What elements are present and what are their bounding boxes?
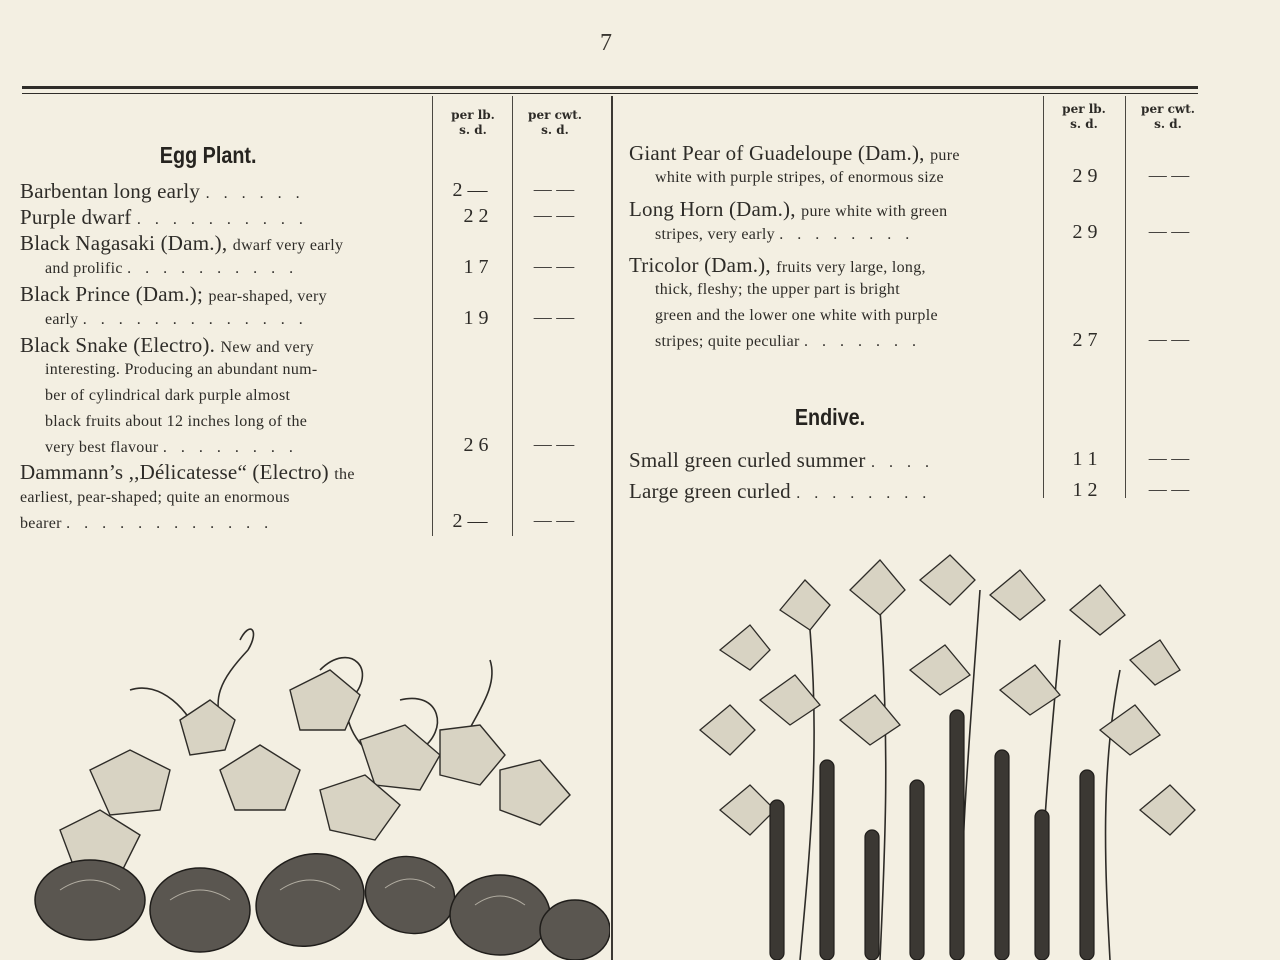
item-name: Purple dwarf (20, 205, 132, 229)
item-name: Long Horn (Dam.), (629, 197, 796, 221)
item-description-cont (20, 515, 273, 533)
left-lb-rule (432, 96, 433, 536)
item-description-cont (45, 439, 298, 457)
item-description-cont (655, 226, 914, 244)
item-description-line: stripes, very early (655, 226, 775, 243)
right-col-head-lb (1047, 102, 1121, 132)
item-description-line: earliest, pear-shaped; quite an enormous (20, 489, 290, 506)
leader-dots: . . . . . . . . . . . . . (82, 311, 308, 328)
price-lb: 1 1 (1072, 448, 1098, 470)
price-cwt: — — (533, 510, 575, 530)
item-name: Tricolor (Dam.), (629, 253, 771, 277)
right-col-head-cwt (1128, 102, 1208, 132)
leader-dots: . . . . . . . (803, 333, 921, 350)
list-item (629, 253, 926, 278)
price-cwt: — — (1148, 165, 1190, 185)
price-lb: 2 — (452, 179, 488, 201)
price-lb: 1 7 (463, 256, 489, 278)
item-description-line: white with purple stripes, of enormous size (655, 169, 944, 186)
list-item (629, 141, 960, 166)
top-rule-thin (22, 93, 1198, 94)
price-lb: 2 2 (463, 205, 489, 227)
list-item (20, 460, 355, 485)
price-cwt: — — (1148, 448, 1190, 468)
page-fold-divider (611, 96, 613, 960)
item-description: pure (930, 147, 960, 164)
item-name: Black Nagasaki (Dam.), (20, 231, 228, 255)
item-name: Barbentan long early (20, 179, 201, 203)
item-description: pure white with green (801, 203, 948, 220)
item-description: fruits very large, long, (776, 259, 926, 276)
item-name: Black Prince (Dam.); (20, 282, 204, 306)
item-description-cont (45, 311, 308, 329)
left-col-head-cwt (516, 108, 594, 138)
item-name: Giant Pear of Guadeloupe (Dam.), (629, 141, 925, 165)
item-description: New and very (220, 339, 314, 356)
price-cwt: — — (1148, 329, 1190, 349)
endive-title: Endive. (794, 404, 866, 430)
item-description-cont (45, 260, 298, 278)
item-description-line: early (45, 311, 79, 328)
item-description-line: and prolific (45, 260, 123, 277)
price-cwt: — — (533, 307, 575, 327)
right-cwt-rule (1125, 96, 1126, 498)
item-description-line: interesting. Producing an abundant num- (45, 361, 318, 378)
item-description-line: thick, fleshy; the upper part is bright (655, 281, 900, 298)
price-cwt: — — (533, 205, 575, 225)
list-item (20, 205, 308, 230)
price-cwt: — — (533, 434, 575, 454)
leader-dots: . . . . . . . . (779, 226, 915, 243)
list-item (629, 479, 931, 504)
leader-dots: . . . . . . . . (162, 439, 298, 456)
list-item (20, 333, 314, 358)
list-item (629, 197, 947, 222)
egg-plant-title: Egg Plant. (159, 142, 257, 168)
leader-dots: . . . . . . . . . . (136, 211, 308, 228)
leader-dots: . . . . . . (205, 185, 305, 202)
item-description-line: green and the lower one white with purple (655, 307, 938, 324)
item-description-line: black fruits about 12 inches long of the (45, 413, 308, 430)
list-item (20, 231, 343, 256)
item-name: Black Snake (Electro). (20, 333, 216, 357)
price-lb: 2 9 (1072, 165, 1098, 187)
leader-dots: . . . . . . . . (796, 485, 932, 502)
left-col-head-cwt-label: per cwt. (528, 108, 582, 122)
leader-dots: . . . . . . . . . . . . (66, 515, 274, 532)
item-description-line: very best flavour (45, 439, 159, 456)
item-description-line: bearer (20, 515, 62, 532)
left-col-head-cwt-units: s. d. (541, 123, 569, 137)
left-cwt-rule (512, 96, 513, 536)
long-egg-plant-illustration (660, 550, 1220, 960)
left-col-head-lb-label: per lb. (451, 108, 495, 122)
list-item (20, 282, 327, 307)
egg-plant-illustration (20, 600, 610, 960)
price-lb: 2 — (452, 510, 488, 532)
list-item (629, 448, 934, 473)
price-lb: 2 6 (463, 434, 489, 456)
right-col-head-cwt-units: s. d. (1154, 117, 1182, 131)
item-description-line: ber of cylindrical dark purple almost (45, 387, 291, 404)
item-description: the (334, 466, 355, 483)
price-cwt: — — (533, 256, 575, 276)
top-rule (22, 86, 1198, 89)
price-cwt: — — (533, 179, 575, 199)
item-name: Small green curled summer (629, 448, 866, 472)
price-lb: 2 9 (1072, 221, 1098, 243)
price-cwt: — — (1148, 479, 1190, 499)
price-cwt: — — (1148, 221, 1190, 241)
item-description-line: stripes; quite peculiar (655, 333, 800, 350)
item-description: pear-shaped, very (208, 288, 327, 305)
left-col-head-lb-units: s. d. (459, 123, 487, 137)
price-lb: 1 2 (1072, 479, 1098, 501)
right-lb-rule (1043, 96, 1044, 498)
list-item (20, 179, 305, 204)
right-col-head-lb-units: s. d. (1070, 117, 1098, 131)
item-name: Large green curled (629, 479, 791, 503)
item-description: dwarf very early (232, 237, 344, 254)
item-name: Dammann’s ,,Délicatesse“ (Electro) (20, 460, 329, 484)
page-number: 7 (600, 30, 612, 56)
leader-dots: . . . . . . . . . . (127, 260, 299, 277)
leader-dots: . . . . (870, 454, 934, 471)
price-lb: 1 9 (463, 307, 489, 329)
price-lb: 2 7 (1072, 329, 1098, 351)
item-description-cont (655, 333, 921, 351)
right-col-head-cwt-label: per cwt. (1141, 102, 1195, 116)
right-col-head-lb-label: per lb. (1062, 102, 1106, 116)
left-col-head-lb (436, 108, 510, 138)
